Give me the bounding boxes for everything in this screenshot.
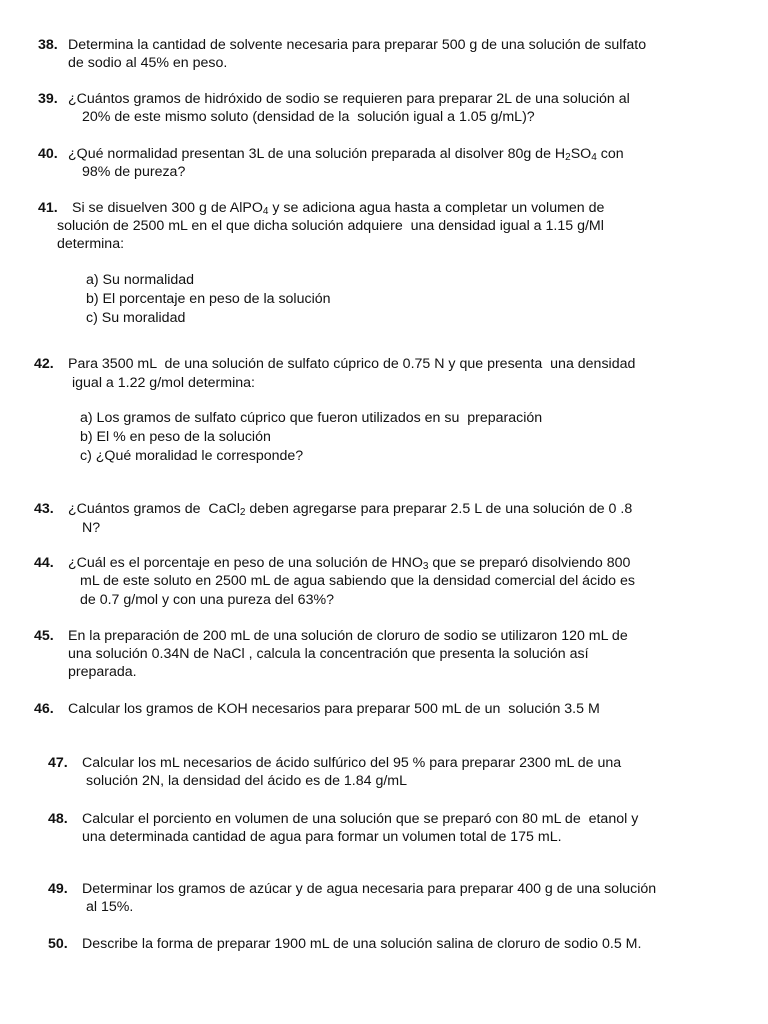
question-text [68, 500, 632, 519]
question-text: al 15%. [86, 899, 134, 915]
sub-item: c) Su moralidad [86, 310, 186, 326]
subscript: 2 [565, 152, 571, 163]
question-text: Determina la cantidad de solvente necesaria para preparar 500 g de una solución de sulfato [68, 37, 647, 53]
question-number: 50. [48, 936, 68, 952]
sub-item: a) Los gramos de sulfato cúprico que fueron utilizados en su preparación [80, 410, 543, 426]
question-text: igual a 1.22 g/mol determina: [72, 375, 255, 391]
question-text [68, 554, 630, 573]
question-text: de 0.7 g/mol y con una pureza del 63%? [80, 592, 334, 608]
question-text: solución de 2500 mL en el que dicha solución adquiere una densidad igual a 1.15 g/Ml [57, 218, 604, 234]
sub-item: b) El porcentaje en peso de la solución [86, 291, 331, 307]
question-number: 39. [38, 91, 58, 107]
question-text: 98% de pureza? [82, 164, 186, 180]
question-number: 38. [38, 37, 58, 53]
question-text: ¿Cuántos gramos de hidróxido de sodio se requieren para preparar 2L de una solución al [68, 91, 630, 107]
subscript: 4 [262, 206, 269, 217]
question-text: determina: [57, 236, 125, 252]
question-number: 49. [48, 881, 68, 897]
sub-item: b) El % en peso de la solución [80, 429, 271, 445]
question-number: 41. [38, 200, 58, 216]
question-text: Calcular el porciento en volumen de una solución que se preparó con 80 mL de etanol y [82, 811, 639, 827]
question-number: 42. [34, 356, 54, 372]
question-text: Determinar los gramos de azúcar y de agua necesaria para preparar 400 g de una solución [82, 881, 657, 897]
subscript: 3 [422, 561, 429, 572]
question-text: de sodio al 45% en peso. [68, 55, 228, 71]
question-text [68, 145, 624, 164]
question-number: 48. [48, 811, 68, 827]
question-text [72, 199, 604, 218]
sub-item: a) Su normalidad [86, 272, 195, 288]
text-segment: ¿Cuál es el porcentaje en peso de una solución de HNO [68, 555, 423, 571]
question-number: 43. [34, 501, 54, 517]
text-segment: Si se disuelven 300 g de AlPO [72, 200, 263, 216]
text-segment: con [596, 146, 624, 162]
text-segment: y se adiciona agua hasta a completar un volumen de [268, 200, 605, 216]
question-text: En la preparación de 200 mL de una solución de cloruro de sodio se utilizaron 120 mL de [68, 628, 628, 644]
question-number: 46. [34, 701, 54, 717]
text-segment: deben agregarse para preparar 2.5 L de una solución de 0 .8 [245, 501, 633, 517]
question-text: Calcular los gramos de KOH necesarios para preparar 500 mL de un solución 3.5 M [68, 701, 600, 717]
question-text: Calcular los mL necesarios de ácido sulfúrico del 95 % para preparar 2300 mL de una [82, 755, 622, 771]
question-text: preparada. [68, 664, 137, 680]
text-segment: ¿Cuántos gramos de CaCl [68, 501, 240, 517]
question-text: 20% de este mismo soluto (densidad de la solución igual a 1.05 g/mL)? [82, 109, 535, 125]
subscript: 4 [591, 152, 597, 163]
question-number: 47. [48, 755, 68, 771]
question-text: N? [82, 520, 101, 536]
text-segment: que se preparó disolviendo 800 [428, 555, 631, 571]
subscript: 2 [239, 507, 246, 518]
sub-item: c) ¿Qué moralidad le corresponde? [80, 448, 304, 464]
question-text: Para 3500 mL de una solución de sulfato cúprico de 0.75 N y que presenta una densidad [68, 356, 636, 372]
text-segment: ¿Qué normalidad presentan 3L de una solución preparada al disolver 80g de H [68, 146, 566, 162]
question-number: 45. [34, 628, 54, 644]
question-text: una determinada cantidad de agua para formar un volumen total de 175 mL. [82, 829, 562, 845]
question-text: mL de este soluto en 2500 mL de agua sabiendo que la densidad comercial del ácido es [80, 573, 636, 589]
question-text: solución 2N, la densidad del ácido es de 1.84 g/mL [86, 773, 408, 789]
question-text: Describe la forma de preparar 1900 mL de una solución salina de cloruro de sodio 0.5 M. [82, 936, 642, 952]
text-segment: SO [570, 146, 592, 162]
question-number: 40. [38, 146, 58, 162]
question-text: una solución 0.34N de NaCl , calcula la concentración que presenta la solución así [68, 646, 589, 662]
question-number: 44. [34, 555, 54, 571]
